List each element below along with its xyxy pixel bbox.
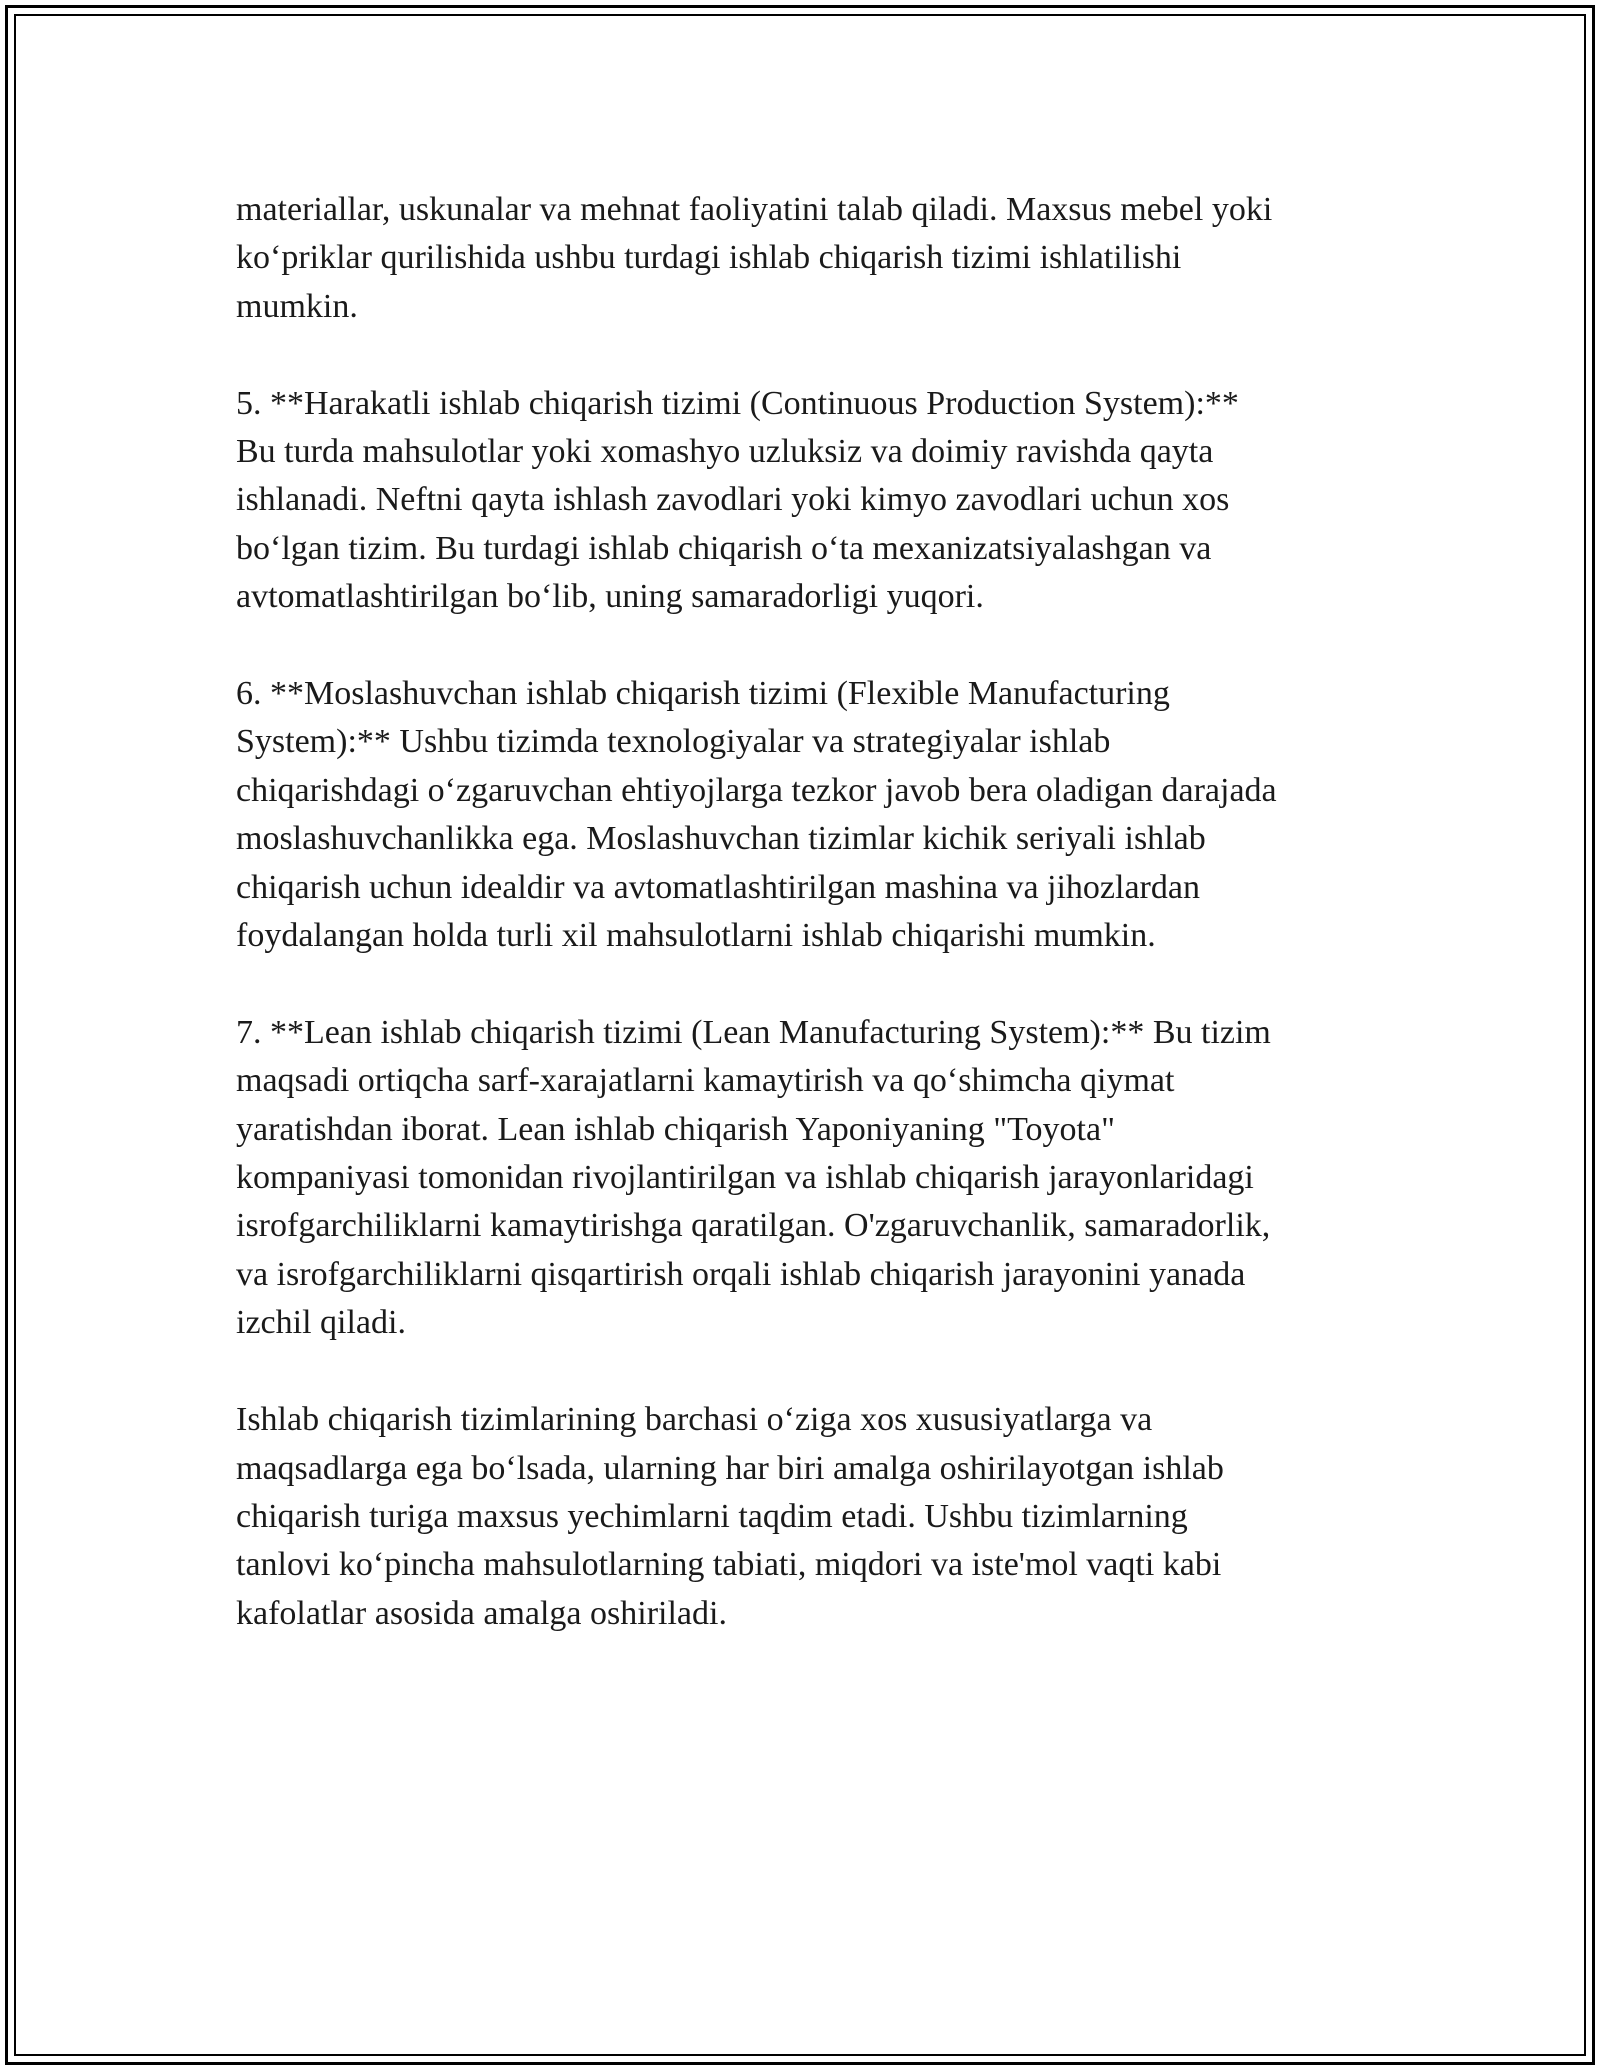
paragraph-flexible-manufacturing: 6. **Moslashuvchan ishlab chiqarish tizimi (Flexible Manufacturing System):** Ushbu tizimda texnologiyalar va strategiyalar ishlab chiqarishdagi o‘zgaruvchan ehtiyojlarga tezkor javob bera oladigan darajada moslashuvchanlikka ega. Moslashuvchan tizimlar kichik seriyali ishlab chiqarish uchun idealdir va avtomatlashtirilgan mashina va jihozlardan foydalangan holda turli xil mahsulotlarni ishlab chiqarishi mumkin. [236, 675, 1277, 955]
paragraph-intro-continuation: materiallar, uskunalar va mehnat faoliyatini talab qiladi. Maxsus mebel yoki ko‘priklar qurilishida ushbu turdagi ishlab chiqarish tizimi ishlatilishi mumkin. [236, 191, 1273, 325]
paragraph-conclusion: Ishlab chiqarish tizimlarining barchasi o‘ziga xos xususiyatlarga va maqsadlarga ega bo‘lsada, ularning har biri amalga oshirilayotgan ishlab chiqarish turiga maxsus yechimlarni taqdim etadi. Ushbu tizimlarning tanlovi ko‘pincha mahsulotlarning tabiati, miqdori va iste'mol vaqti kabi kafolatlar asosida amalga oshiriladi. [236, 1401, 1224, 1632]
paragraph-lean-manufacturing: 7. **Lean ishlab chiqarish tizimi (Lean Manufacturing System):** Bu tizim maqsadi ortiqcha sarf-xarajatlarni kamaytirish va qo‘shimcha qiymat yaratishdan iborat. Lean ishlab chiqarish Yaponiyaning "Toyota" kompaniyasi tomonidan rivojlantirilgan va ishlab chiqarish jarayonlaridagi isrofgarchiliklarni kamaytirishga qaratilgan. O'zgaruvchanlik, samaradorlik, va isrofgarchiliklarni qisqartirish orqali ishlab chiqarish jarayonini yanada izchil qiladi. [236, 1013, 1271, 1342]
document-body [236, 186, 1364, 1687]
paragraph-continuous-production: 5. **Harakatli ishlab chiqarish tizimi (Continuous Production System):** Bu turda mahsulotlar yoki xomashyo uzluksiz va doimiy ravishda qayta ishlanadi. Neftni qayta ishlash zavodlari yoki kimyo zavodlari uchun xos bo‘lgan tizim. Bu turdagi ishlab chiqarish o‘ta mexanizatsiyalashgan va avtomatlashtirilgan bo‘lib, uning samaradorligi yuqori. [236, 384, 1239, 616]
